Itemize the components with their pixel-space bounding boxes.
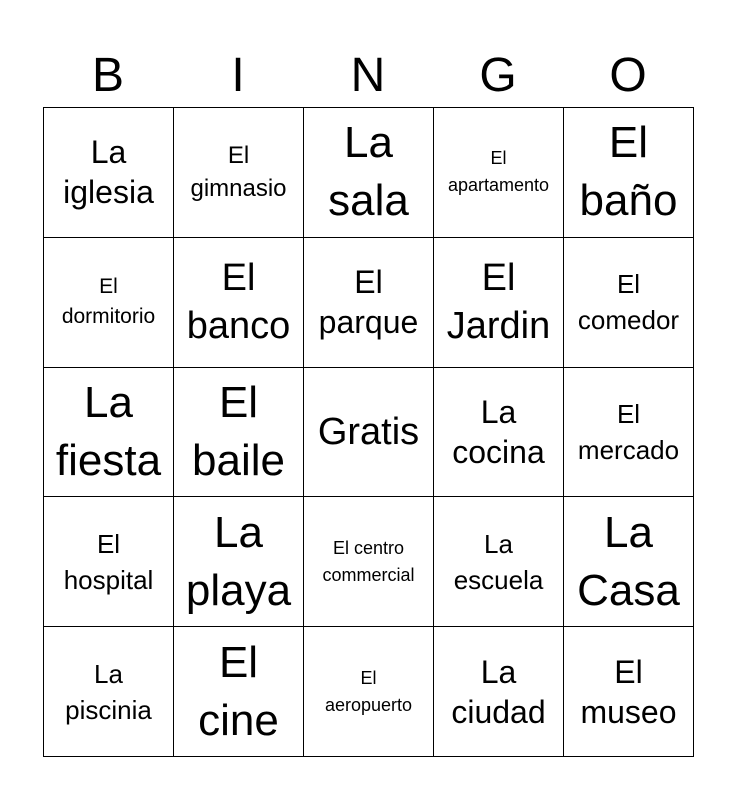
bingo-cell[interactable] [434,627,564,757]
cell-label: El apartamento [447,148,550,196]
bingo-cell[interactable] [174,108,304,238]
bingo-cell[interactable] [174,368,304,498]
bingo-cell[interactable] [434,368,564,498]
bingo-cell[interactable] [304,238,434,368]
bingo-cell[interactable] [44,497,174,627]
bingo-cell[interactable] [304,108,434,238]
bingo-cell[interactable] [174,497,304,627]
cell-label: El banco [186,257,291,348]
header-letter-n: N [350,49,386,102]
header-letter-i: I [231,49,245,102]
cell-label: El baño [579,118,678,226]
bingo-cell[interactable] [564,497,694,627]
bingo-cell[interactable] [564,627,694,757]
bingo-cell[interactable] [564,368,694,498]
bingo-cell[interactable] [434,497,564,627]
bingo-header [43,44,693,108]
cell-label: La escuela [453,528,544,595]
cell-label: El aeropuerto [324,667,413,715]
header-letter-b: B [91,49,124,102]
bingo-cell[interactable] [564,238,694,368]
cell-label: La cocina [452,393,545,470]
free-space-label: Gratis [317,410,420,453]
bingo-board [43,107,694,757]
free-space-cell[interactable] [304,368,434,498]
cell-label: El baile [192,377,285,485]
bingo-cell[interactable] [304,497,434,627]
cell-label: El cine [198,637,279,745]
bingo-cell[interactable] [44,238,174,368]
bingo-cell[interactable] [44,627,174,757]
header-letter-g: G [479,49,517,102]
bingo-cell[interactable] [434,238,564,368]
cell-label: El comedor [577,269,680,336]
cell-label: El museo [580,653,677,730]
cell-label: La ciudad [451,653,546,730]
cell-label: El parque [318,264,419,341]
cell-label: La piscinia [65,658,152,725]
cell-label: La sala [328,118,409,226]
bingo-cell[interactable] [174,627,304,757]
bingo-cell[interactable] [564,108,694,238]
cell-label: El Jardin [446,257,551,348]
cell-label: La iglesia [63,134,154,211]
bingo-cell[interactable] [44,108,174,238]
cell-label: El dormitorio [61,275,156,329]
cell-label: El gimnasio [190,142,287,203]
cell-label: El mercado [577,398,680,465]
cell-label: El hospital [63,528,154,595]
bingo-cell[interactable] [44,368,174,498]
bingo-cell[interactable] [174,238,304,368]
cell-label: La fiesta [55,377,162,485]
bingo-cell[interactable] [304,627,434,757]
cell-label: La Casa [577,507,680,615]
header-letter-o: O [609,49,647,102]
bingo-cell[interactable] [434,108,564,238]
cell-label: La playa [185,507,292,615]
cell-label: El centro commercial [322,537,415,585]
